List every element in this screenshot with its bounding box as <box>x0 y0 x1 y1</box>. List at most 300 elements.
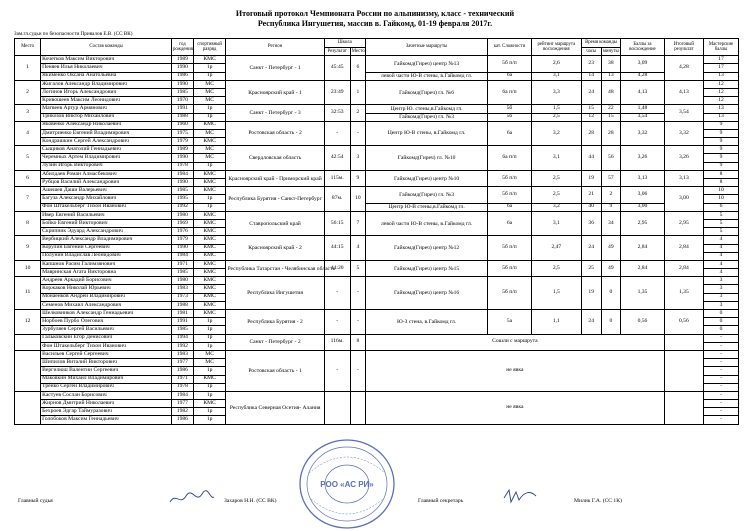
member-rank: КМС <box>193 244 226 252</box>
team-total: 4,13 <box>664 80 703 105</box>
route-name: Гайкомд(Гиреч) центр №13 <box>366 56 488 72</box>
member-rank: МС <box>193 80 226 88</box>
route-name: Гайкомд(Гиреч) центр №16 <box>366 277 488 310</box>
school-place <box>350 391 365 424</box>
time-hours: 14 <box>581 72 601 80</box>
team-total: 3,54 <box>664 105 703 121</box>
team-place <box>15 350 41 391</box>
member-year: 1986 <box>171 367 193 375</box>
school-result: 56:15 <box>324 211 350 236</box>
school-place: 10 <box>350 187 365 212</box>
time-hours: 15 <box>581 105 601 113</box>
team-place: 12 <box>15 310 41 335</box>
master-points: 0 <box>704 310 739 318</box>
route-points: 4,28 <box>621 72 665 80</box>
member-year: 1990 <box>171 179 193 187</box>
route-category: 5б п/п <box>488 187 532 203</box>
member-year: 1988 <box>171 301 193 309</box>
route-rating: 2,5 <box>531 113 581 121</box>
member-rank: МС <box>193 359 226 367</box>
master-points: - <box>704 367 739 375</box>
team-place: 5 <box>15 146 41 171</box>
member-rank: КМС <box>193 121 226 129</box>
school-result: - <box>324 310 350 335</box>
route-points: 2,84 <box>621 260 665 276</box>
master-points: - <box>704 400 739 408</box>
member-year: 1983 <box>171 350 193 358</box>
member-name: Рубцов Василий Александрович <box>41 179 172 187</box>
member-year: 1994 <box>171 334 193 342</box>
table-row <box>15 80 739 88</box>
team-place: 2 <box>15 80 41 105</box>
master-points: - <box>704 391 739 399</box>
member-year: 1986 <box>171 416 193 424</box>
table-row <box>15 113 739 121</box>
time-minutes: 13 <box>601 72 621 80</box>
route-rating: 3,1 <box>531 72 581 80</box>
school-place: - <box>350 310 365 335</box>
chief-judge-signature <box>168 488 216 508</box>
time-hours: 40 <box>581 203 601 211</box>
team-total: 4,28 <box>664 56 703 81</box>
table-row <box>15 105 739 113</box>
master-points: 12 <box>704 80 739 88</box>
organization-stamp <box>297 437 397 531</box>
route-rating: 3,1 <box>531 211 581 236</box>
member-rank: 1р <box>193 105 226 113</box>
member-rank: МС <box>193 350 226 358</box>
deputy-judge-line: Зам.гл.судьи по безопасности Привалов Е.В. (СС ВК) <box>14 31 133 37</box>
master-points: 9 <box>704 121 739 129</box>
route-rating: 3,2 <box>531 203 581 211</box>
master-points: 4 <box>704 260 739 268</box>
route-points: 3,09 <box>621 56 665 72</box>
team-total <box>664 350 703 391</box>
time-minutes: 22 <box>601 105 621 113</box>
route-points: 3,00 <box>621 203 665 211</box>
team-total: 3,13 <box>664 170 703 186</box>
col-team: Состав команды <box>41 39 172 56</box>
time-hours: 12 <box>581 113 601 121</box>
col-total: Итоговый результат <box>664 39 703 56</box>
chief-judge-name: Захаров Н.Н. (СС ВК) <box>224 498 277 504</box>
col-school-place: Место <box>350 47 365 56</box>
time-hours: 28 <box>581 121 601 146</box>
col-category: кат. Сложности <box>488 39 532 56</box>
team-region: Санкт - Петербург - 2 <box>226 334 324 350</box>
school-place: 2 <box>350 105 365 121</box>
member-name: Кочетков Максим Викторович <box>41 56 172 64</box>
route-name: Центр Ю-В стены, в.Гайкомд гл. <box>366 121 488 146</box>
route-rating: 1,5 <box>531 277 581 310</box>
member-name: Фон Штакельберг Тихон Иванович <box>41 203 172 211</box>
col-minutes: минуты <box>601 47 621 56</box>
member-name: Жирнов Дмитрий Николаевич <box>41 400 172 408</box>
time-hours: 23 <box>581 56 601 72</box>
team-region: Санкт - Петербург - 3 <box>226 105 324 121</box>
member-name: Вергилюш Валентин Сергеевич <box>41 367 172 375</box>
member-rank: КМС <box>193 400 226 408</box>
time-hours: 24 <box>581 236 601 261</box>
member-rank: МС <box>193 154 226 162</box>
member-year: 1970 <box>171 97 193 105</box>
member-year: 1995 <box>171 195 193 203</box>
master-points: 3 <box>704 285 739 293</box>
member-year: 1990 <box>171 80 193 88</box>
school-place: 9 <box>350 170 365 186</box>
member-year: 1985 <box>171 269 193 277</box>
master-points: - <box>704 408 739 416</box>
team-region: Санкт - Петербург - 1 <box>226 56 324 81</box>
time-minutes: 48 <box>601 80 621 105</box>
col-school-result: Результат <box>324 47 350 56</box>
member-year: 1985 <box>171 326 193 334</box>
school-place: 6 <box>350 56 365 81</box>
school-result <box>324 391 350 424</box>
member-name: Кондрашкин Сергей Александрович <box>41 138 172 146</box>
time-hours: 24 <box>581 310 601 335</box>
master-points: - <box>704 383 739 391</box>
col-rating: рейтинг маршрута восхождения <box>531 39 581 56</box>
team-total <box>664 334 703 350</box>
member-year: 1978 <box>171 383 193 391</box>
route-name: Гайкомд(Гиреч) центр №15 <box>366 260 488 276</box>
chief-secretary-signature <box>500 486 540 508</box>
master-points: 10 <box>704 195 739 203</box>
route-category: 5б <box>488 113 532 121</box>
route-category: 5б п/п <box>488 236 532 261</box>
member-name: Полунин Владислав Леонидович <box>41 252 172 260</box>
master-points: 5 <box>704 219 739 227</box>
time-hours: 24 <box>581 80 601 105</box>
member-year: 1992 <box>171 342 193 350</box>
master-points: 4 <box>704 236 739 244</box>
member-name: Голобоков Максим Геннадьевич <box>41 416 172 424</box>
col-school: Школа <box>324 39 365 48</box>
team-place: 8 <box>15 211 41 236</box>
member-rank: КМС <box>193 260 226 268</box>
team-place <box>15 334 41 350</box>
member-rank: 1р <box>193 195 226 203</box>
route-name: Центр Ю. стены,в.Гайкомд гл. <box>366 105 488 113</box>
route-points: 3,13 <box>621 170 665 186</box>
member-name: Маковкин Михаил Владимирович <box>41 375 172 383</box>
member-rank: КМС <box>193 310 226 318</box>
member-rank: КМС <box>193 211 226 219</box>
member-rank: МС <box>193 146 226 154</box>
member-name: Якименко Оксана Анатольевна <box>41 72 172 80</box>
member-rank: КМС <box>193 277 226 285</box>
member-year: 1990 <box>171 244 193 252</box>
member-rank: 1р <box>193 162 226 170</box>
team-total: 2,84 <box>664 236 703 261</box>
member-name: Дмитриенко Евгений Владимирович <box>41 129 172 137</box>
results-table <box>14 38 739 425</box>
member-rank: МС <box>193 129 226 137</box>
member-year: 1990 <box>171 64 193 72</box>
team-place: 7 <box>15 187 41 212</box>
route-points: 4,13 <box>621 80 665 105</box>
school-result: 42:54 <box>324 146 350 171</box>
member-name: Семенов Михаил Александрович <box>41 301 172 309</box>
route-category: 6а п/п <box>488 80 532 105</box>
chief-secretary-label: Главный секретарь <box>418 498 464 504</box>
member-rank: 1р <box>193 113 226 121</box>
time-hours: 19 <box>581 277 601 310</box>
member-rank: 1р <box>193 334 226 342</box>
table-row <box>15 211 739 219</box>
route-name: Гайкомд(Гиреч) гл. №3 <box>366 113 488 121</box>
member-year: 1984 <box>171 391 193 399</box>
member-name: Фон Штакельберг Тихон Иванович <box>41 342 172 350</box>
route-category: 6а <box>488 72 532 80</box>
master-points: 8 <box>704 170 739 178</box>
member-year: 1989 <box>171 146 193 154</box>
team-place: 10 <box>15 260 41 276</box>
member-year: 1989 <box>171 56 193 64</box>
col-place: Место <box>15 39 41 56</box>
master-points: 3 <box>704 277 739 285</box>
member-year: 1980 <box>171 211 193 219</box>
member-rank: КМС <box>193 285 226 293</box>
member-year: 1971 <box>171 260 193 268</box>
master-points: - <box>704 416 739 424</box>
member-name: Ашешев Даши Валерьевич <box>41 187 172 195</box>
member-name: Логинов Игорь Александрович <box>41 88 172 96</box>
route-rating: 3,1 <box>531 146 581 171</box>
table-row <box>15 203 739 211</box>
table-row <box>15 72 739 80</box>
member-name: Черемных Артем Владимирович <box>41 154 172 162</box>
col-year: год рождения <box>171 39 193 56</box>
member-rank: 1р <box>193 64 226 72</box>
route-points: 1,48 <box>621 105 665 113</box>
table-row <box>15 277 739 285</box>
master-points: 3 <box>704 293 739 301</box>
school-result: 115м. <box>324 170 350 186</box>
member-name: Сыщиков Анатолий Геннадьевич <box>41 146 172 154</box>
member-name: Кастуев Сослан Борисович <box>41 391 172 399</box>
member-rank: 1р <box>193 391 226 399</box>
route-points: 2,84 <box>621 236 665 261</box>
member-name: Скрипник Эдуард Александрович <box>41 228 172 236</box>
master-points: 9 <box>704 129 739 137</box>
master-points: 17 <box>704 64 739 72</box>
member-name: Пеняев Илья Николаевич <box>41 64 172 72</box>
route-status: не явка <box>366 350 665 391</box>
master-points: 13 <box>704 105 739 113</box>
member-year: 1990 <box>171 154 193 162</box>
master-points: 8 <box>704 179 739 187</box>
member-year: 1984 <box>171 170 193 178</box>
school-place: 3 <box>350 146 365 171</box>
team-total: 1,35 <box>664 277 703 310</box>
school-place: 5 <box>350 260 365 276</box>
member-name: Шипилов Виталий Викторович <box>41 359 172 367</box>
time-minutes: 49 <box>601 236 621 261</box>
member-rank: 1р <box>193 203 226 211</box>
member-year: 1985 <box>171 88 193 96</box>
master-points: 3 <box>704 301 739 309</box>
school-result: - <box>324 121 350 146</box>
member-year: 1960 <box>171 121 193 129</box>
member-rank: МС <box>193 97 226 105</box>
team-total: 3,26 <box>664 146 703 171</box>
master-points: 4 <box>704 269 739 277</box>
school-result: - <box>324 277 350 310</box>
member-year: 1991 <box>171 105 193 113</box>
member-name: Гальковский Егор Денисович <box>41 334 172 342</box>
master-points: - <box>704 359 739 367</box>
time-minutes: 2 <box>601 187 621 203</box>
school-result: 44:15 <box>324 236 350 261</box>
team-place: 9 <box>15 236 41 261</box>
col-hours: часы <box>581 47 601 56</box>
table-row <box>15 310 739 318</box>
member-name: Жигалов Александр Владимирович <box>41 80 172 88</box>
master-points: - <box>704 334 739 342</box>
route-points: 3,26 <box>621 146 665 171</box>
member-name: Коржаков Николай Юрьевич <box>41 285 172 293</box>
member-year: 1979 <box>171 236 193 244</box>
member-year: 1979 <box>171 138 193 146</box>
master-points: 4 <box>704 252 739 260</box>
member-rank: 1р <box>193 318 226 326</box>
route-name: левой части Ю-В стены, в.Гайкомд гл. <box>366 211 488 236</box>
member-name: Абилдаев Роман Алмасбекович <box>41 170 172 178</box>
member-year: 1983 <box>171 285 193 293</box>
col-rank: спортивный разряд <box>193 39 226 56</box>
route-points: 1,35 <box>621 277 665 310</box>
member-rank: 1р <box>193 408 226 416</box>
col-points: Баллы за восхождение <box>621 39 665 56</box>
master-points: 6 <box>704 203 739 211</box>
table-row <box>15 187 739 195</box>
member-year: 1981 <box>171 310 193 318</box>
member-name: Зурбуляев Сергей Васильевич <box>41 326 172 334</box>
time-minutes: 57 <box>601 170 621 186</box>
time-minutes: 49 <box>601 260 621 276</box>
school-place: 4 <box>350 236 365 261</box>
member-year: 1969 <box>171 219 193 227</box>
time-minutes: 0 <box>601 310 621 335</box>
school-result: - <box>324 350 350 391</box>
master-points: - <box>704 350 739 358</box>
member-name: Мавринская Агата Викторовна <box>41 269 172 277</box>
member-rank: 1р <box>193 416 226 424</box>
member-name: Трикозов Виктор Михайлович <box>41 113 172 121</box>
table-row <box>15 260 739 268</box>
member-rank: КМС <box>193 219 226 227</box>
time-hours: 19 <box>581 170 601 186</box>
master-points: 13 <box>704 72 739 80</box>
route-category: 5б п/п <box>488 56 532 72</box>
team-region: Ростовская область - 1 <box>226 350 324 391</box>
route-category: 6а <box>488 121 532 146</box>
member-name: Багуза Александр Михайлович <box>41 195 172 203</box>
member-name: Тренко Сергей Владимирович <box>41 383 172 391</box>
route-rating: 3,3 <box>531 80 581 105</box>
team-region: Красноярский край - 2 <box>226 236 324 261</box>
time-minutes: 9 <box>601 203 621 211</box>
school-result: 45:45 <box>324 56 350 81</box>
member-year: 1971 <box>171 375 193 383</box>
member-year: 1991 <box>171 318 193 326</box>
route-category: 5б п/п <box>488 260 532 276</box>
master-points: 5 <box>704 228 739 236</box>
member-year: 1982 <box>171 408 193 416</box>
member-rank: 1р <box>193 326 226 334</box>
school-place: 1 <box>350 80 365 105</box>
team-region: Республика Татарстан - Челябинская область <box>226 260 324 276</box>
master-points: 9 <box>704 138 739 146</box>
member-rank: 1р <box>193 72 226 80</box>
member-rank: КМС <box>193 187 226 195</box>
table-row <box>15 121 739 129</box>
team-total: 2,84 <box>664 260 703 276</box>
route-points: 0,56 <box>621 310 665 335</box>
master-points: - <box>704 375 739 383</box>
team-total: 2,95 <box>664 211 703 236</box>
member-name: Ивер Евгений Васильевич <box>41 211 172 219</box>
member-year: 1973 <box>171 293 193 301</box>
route-rating: 2,5 <box>531 170 581 186</box>
col-region: Регион <box>226 39 324 56</box>
member-name: Яковенко Александр Николаевич <box>41 121 172 129</box>
member-name: Андреев Аркадий Борисович <box>41 277 172 285</box>
table-row <box>15 350 739 358</box>
member-rank: КМС <box>193 236 226 244</box>
member-name: Кривошеев Максим Леонидович <box>41 97 172 105</box>
member-name: Корулин Евгений Сергеевич <box>41 244 172 252</box>
team-region: Красноярский край - Приморский край <box>226 170 324 186</box>
protocol-title <box>0 9 750 29</box>
route-points: 3,54 <box>621 113 665 121</box>
master-points: 0 <box>704 318 739 326</box>
member-rank: КМС <box>193 301 226 309</box>
member-rank: КМС <box>193 269 226 277</box>
team-place: 11 <box>15 277 41 310</box>
time-minutes: 28 <box>601 121 621 146</box>
master-points: 12 <box>704 88 739 96</box>
team-region: Республика Бурятия - 2 <box>226 310 324 335</box>
member-rank: КМС <box>193 56 226 64</box>
table-row <box>15 170 739 178</box>
master-points: 9 <box>704 154 739 162</box>
team-region: Республика Северная Осетия- Алания <box>226 391 324 424</box>
team-total: 0,56 <box>664 310 703 335</box>
route-category: 6а <box>488 211 532 236</box>
col-master: Мастерские баллы <box>704 39 739 56</box>
member-rank: КМС <box>193 293 226 301</box>
member-rank: МС <box>193 88 226 96</box>
member-rank: 1р <box>193 342 226 350</box>
route-name: Ю-З стена, в.Гайкомд гл. <box>366 310 488 335</box>
master-points: 9 <box>704 162 739 170</box>
member-year: 1977 <box>171 400 193 408</box>
master-points: 13 <box>704 113 739 121</box>
route-name: Гайкомд(Гиреч) гл. №6 <box>366 80 488 105</box>
school-result: 23:49 <box>324 80 350 105</box>
time-minutes: 38 <box>601 56 621 72</box>
member-name: Бойко Евгений Викторович <box>41 219 172 227</box>
member-year: 1976 <box>171 228 193 236</box>
route-rating: 1,1 <box>531 310 581 335</box>
table-row <box>15 146 739 154</box>
school-result: 87м. <box>324 187 350 212</box>
team-place: 4 <box>15 121 41 146</box>
route-status: Сошли с маршрута <box>366 334 665 350</box>
